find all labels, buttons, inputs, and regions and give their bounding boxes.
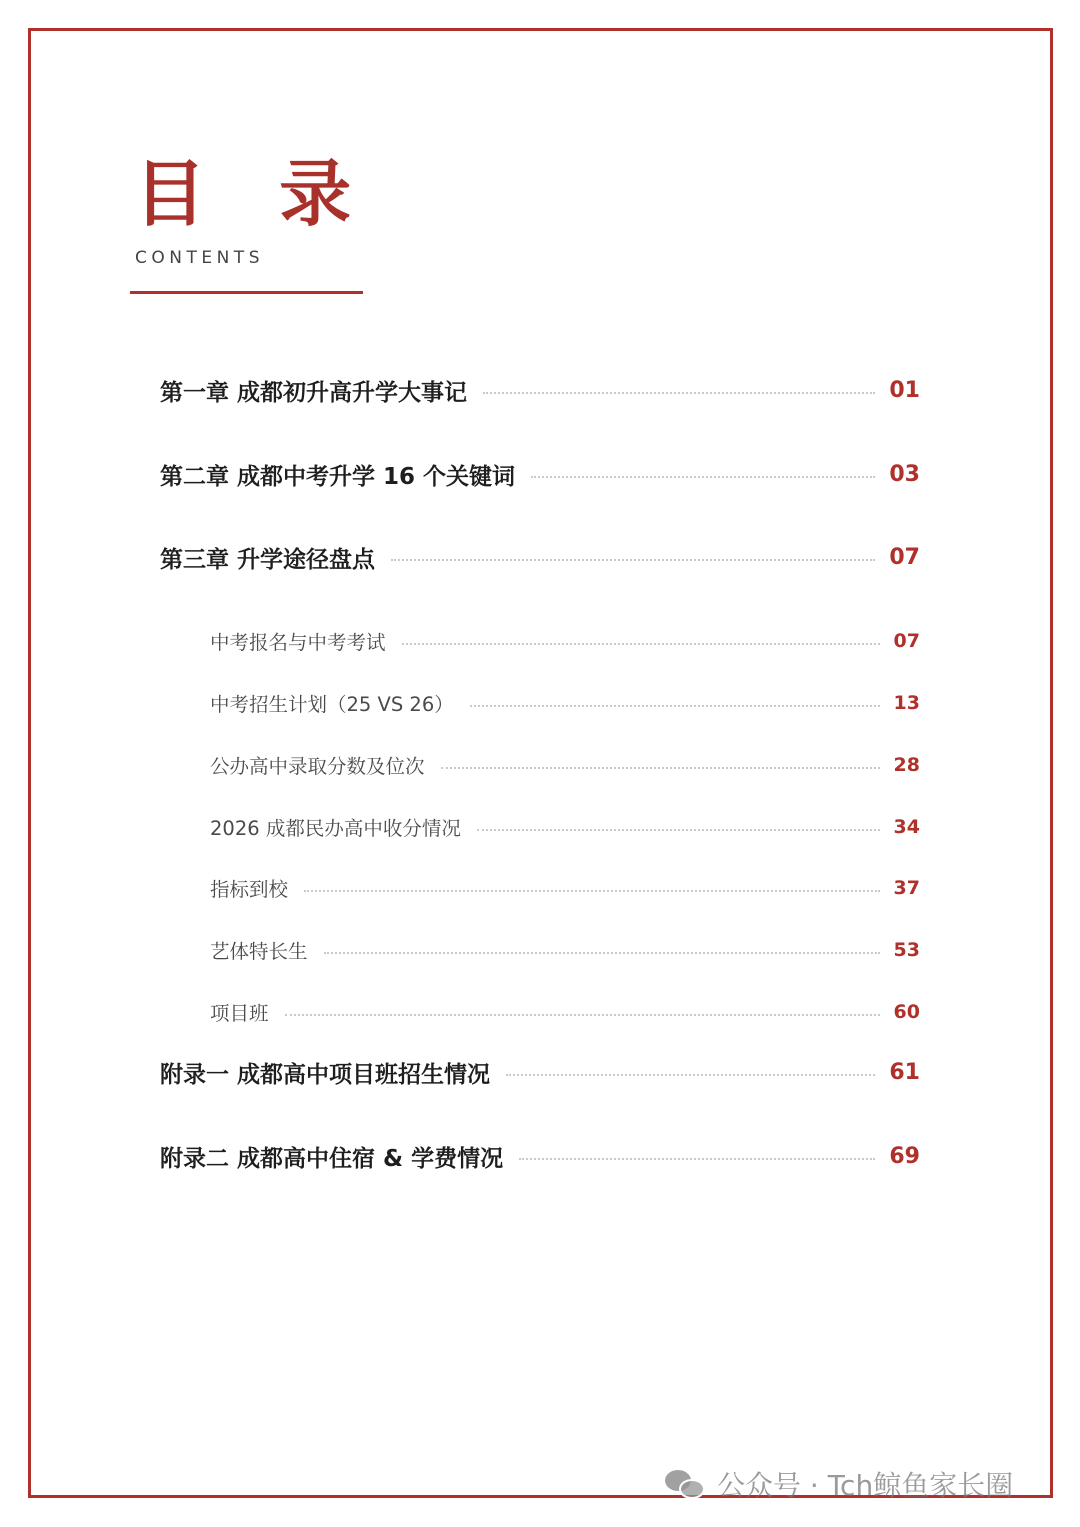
toc-label: 第三章 升学途径盘点 — [160, 546, 376, 573]
toc-section-registration[interactable] — [210, 624, 920, 658]
toc-chapter-3[interactable] — [160, 537, 920, 577]
toc-page-number: 61 — [889, 1059, 920, 1085]
toc-label: 项目班 — [210, 1002, 269, 1025]
toc-chapter-1[interactable] — [160, 370, 920, 410]
toc-label: 第二章 成都中考升学 16 个关键词 — [160, 463, 516, 490]
dotted-leader — [324, 952, 880, 954]
toc-label: 中考招生计划（25 VS 26） — [210, 693, 454, 716]
dotted-leader — [531, 476, 875, 478]
toc-section-private-scores[interactable] — [210, 810, 920, 844]
watermark-text: 公众号 · Tch鲸鱼家长圈 — [717, 1469, 1014, 1502]
dotted-leader — [441, 767, 880, 769]
toc-label: 2026 成都民办高中收分情况 — [210, 817, 461, 840]
watermark — [665, 1464, 1013, 1504]
wechat-icon — [665, 1468, 707, 1500]
toc-label: 公办高中录取分数及位次 — [210, 755, 425, 778]
toc-section-quota[interactable] — [210, 871, 920, 905]
dotted-leader — [402, 643, 880, 645]
toc-page-number: 28 — [893, 754, 920, 776]
toc-label: 中考报名与中考考试 — [210, 631, 386, 654]
toc-section-enrollment-plan[interactable] — [210, 686, 920, 720]
toc-section-arts-sports[interactable] — [210, 933, 920, 967]
title-underline — [130, 291, 363, 294]
dotted-leader — [506, 1074, 875, 1076]
toc-appendix-1[interactable] — [160, 1052, 920, 1092]
toc-page-number: 69 — [889, 1143, 920, 1169]
dotted-leader — [477, 829, 880, 831]
toc-page-number: 37 — [893, 877, 920, 899]
toc-page-number: 34 — [893, 816, 920, 838]
page-subtitle: CONTENTS — [135, 248, 264, 268]
toc-label: 附录二 成都高中住宿 & 学费情况 — [160, 1145, 504, 1172]
toc-section-project-class[interactable] — [210, 995, 920, 1029]
toc-page-number: 07 — [889, 544, 920, 570]
toc-page-number: 13 — [893, 692, 920, 714]
toc-label: 艺体特长生 — [210, 940, 308, 963]
dotted-leader — [470, 705, 880, 707]
toc-label: 附录一 成都高中项目班招生情况 — [160, 1061, 491, 1088]
toc-chapter-2[interactable] — [160, 454, 920, 494]
dotted-leader — [285, 1014, 880, 1016]
toc-section-public-scores[interactable] — [210, 748, 920, 782]
toc-page-number: 60 — [893, 1001, 920, 1023]
toc-appendix-2[interactable] — [160, 1136, 920, 1176]
dotted-leader — [483, 392, 875, 394]
dotted-leader — [519, 1158, 875, 1160]
toc-page-number: 07 — [893, 630, 920, 652]
page-title: 目 录 — [134, 152, 376, 236]
dotted-leader — [391, 559, 875, 561]
dotted-leader — [304, 890, 880, 892]
toc-page-number: 53 — [893, 939, 920, 961]
toc-label: 指标到校 — [210, 878, 289, 901]
toc-page-number: 01 — [889, 377, 920, 403]
toc-label: 第一章 成都初升高升学大事记 — [160, 379, 468, 406]
toc-page-number: 03 — [889, 461, 920, 487]
